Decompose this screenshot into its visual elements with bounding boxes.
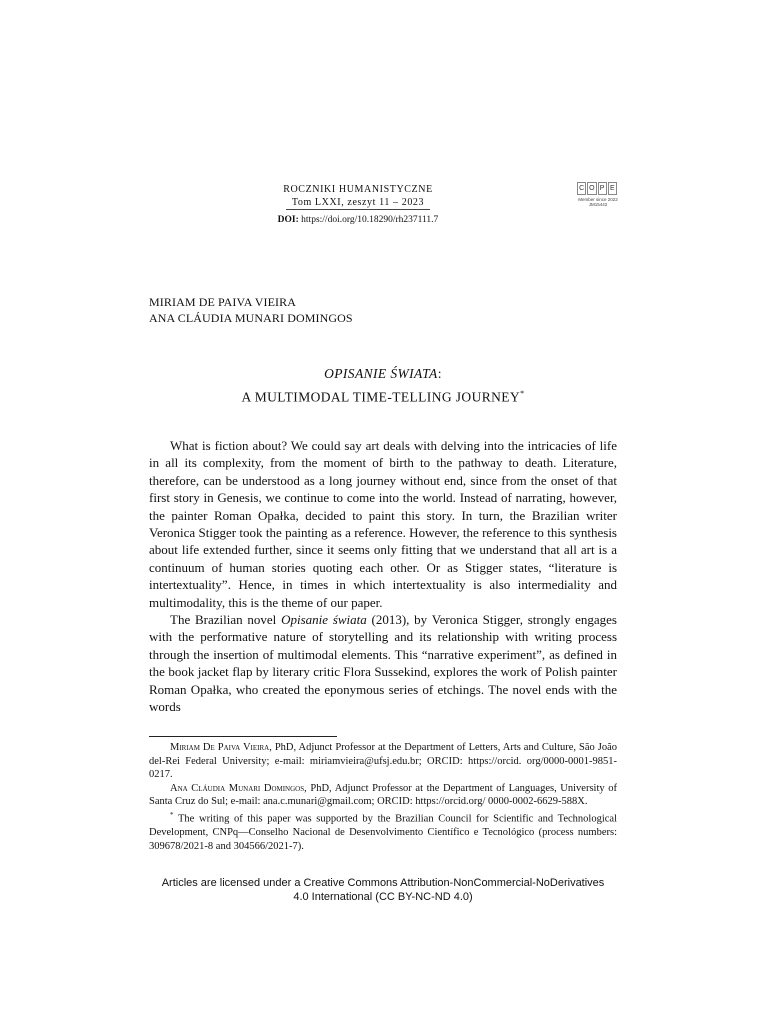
title-subtitle: A MULTIMODAL TIME-TELLING JOURNEY: [241, 389, 521, 405]
authors: [149, 294, 353, 326]
journal-name: ROCZNIKI HUMANISTYCZNE: [283, 184, 433, 195]
title-line-1: [149, 364, 617, 384]
footnote-2-text: , PhD, Adjunct Professor at the Department of Languages, University of Santa Cruz do Sul; e-mail: ana.c.munari@gmail.com; ORCID: https://orcid.org/ 0000-0002-6629-588X.: [149, 782, 617, 808]
doi-label: DOI:: [277, 215, 299, 225]
paragraph-1: What is fiction about? We could say art deals with delving into the intricacies of life in all its complexity, from the moment of birth to the pathway to death. Literature, therefore, can be understood as a long journey without end, since from the onset of that first story in Genesis, we continue to come into the world. Instead of narrating, however, the painter Roman Opałka, decided to paint this story. In turn, the Brazilian writer Veronica Stigger took the painting as a reference. However, the reference to this synthesis about life extended further, since it seems only fitting that we understand that all art is a continuum of human stories quoting each other. Or as Stigger states, “literature is intertextuality”. Hence, in times in which intertextuality is also intermediality and multimodality, this is the theme of our paper.: [149, 438, 617, 610]
footnote-2-name: Ana Cláudia Munari Domingos: [170, 782, 305, 794]
title-colon: :: [437, 366, 442, 381]
footnote-1: [149, 741, 617, 782]
body-text: [149, 437, 617, 716]
footnote-1-name: Miriam De Paiva Vieira: [170, 742, 270, 753]
footnote-rule: [149, 736, 337, 737]
cope-letters: [577, 182, 617, 195]
footnote-2: [149, 782, 617, 809]
title-line-2: [149, 384, 617, 408]
title-italic: OPISANIE ŚWIATA: [324, 366, 438, 381]
footnote-3: [149, 809, 617, 853]
article-title: [149, 364, 617, 408]
title-footnote-mark: *: [520, 389, 525, 398]
paragraph-2: [149, 611, 617, 715]
doi-link[interactable]: https://doi.org/10.18290/rh237111.7: [298, 215, 439, 225]
header-rule: [286, 209, 430, 210]
book-title: Opisanie świata: [281, 612, 367, 628]
journal-volume: Tom LXXI, zeszyt 11 – 2023: [291, 197, 425, 208]
license-notice: [149, 877, 617, 904]
cope-letter: C: [577, 182, 586, 195]
author-1: MIRIAM DE PAIVA VIEIRA: [149, 295, 296, 309]
footnote-1-text: , PhD, Adjunct Professor at the Department of Letters, Arts and Culture, São João del-Rei Federal University; e-mail: miriamvieira@ufsj.edu.br; ORCID: https://orcid. org/0000-0001-9851-0217.: [149, 742, 617, 781]
paragraph-2-rest: (2013), by Veronica Stigger, strongly engages with the performative nature of storytelling and its relationship with writing process through the insertion of multimodal elements. This “narrative experiment”, as defined in the book jacket flap by literary critic Flora Sussekind, explores the work of Polish painter Roman Opałka, who created the eponymous series of etchings. The novel ends with the words: [149, 612, 617, 715]
footnote-3-mark: *: [170, 810, 174, 819]
doi: [0, 214, 716, 226]
cope-letter: P: [598, 182, 607, 195]
cope-logo: [577, 182, 617, 212]
footnotes: [149, 741, 617, 853]
cope-letter: O: [587, 182, 596, 195]
author-2: ANA CLÁUDIA MUNARI DOMINGOS: [149, 311, 353, 325]
cope-letter: E: [608, 182, 617, 195]
license-line-2: 4.0 International (CC BY-NC-ND 4.0): [293, 890, 473, 903]
footnote-3-text: The writing of this paper was supported by the Brazilian Council for Scientific and Technological Development, CNPq—Conselho Nacional de Desenvolvimento Científico e Tecnológico (process numbers: 309678/2021-8 and 304566/2021-7).: [149, 813, 617, 852]
license-line-1: Articles are licensed under a Creative Commons Attribution-NonCommercial-NoDerivatives: [161, 877, 605, 889]
cope-caption: Member since 2022 JM15442: [578, 197, 618, 207]
paragraph-2-start: The Brazilian novel: [170, 612, 282, 628]
